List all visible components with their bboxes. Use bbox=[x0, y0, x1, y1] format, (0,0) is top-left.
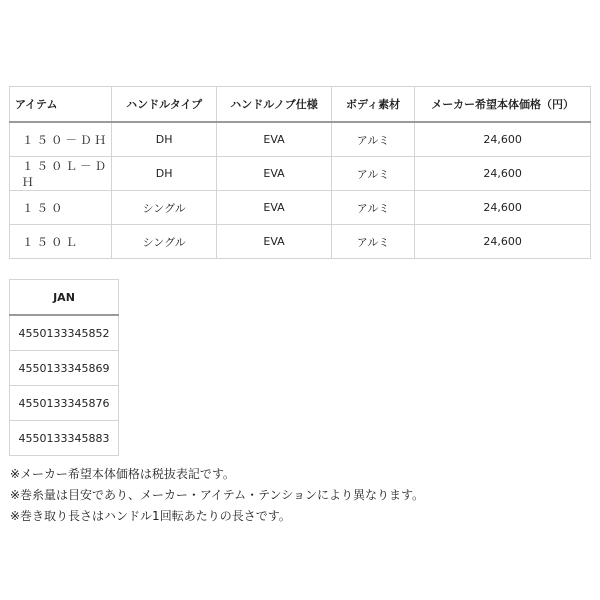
cell-body-material: アルミ bbox=[331, 157, 414, 191]
table-row bbox=[10, 421, 119, 456]
header-handle-knob: ハンドルノブ仕様 bbox=[217, 87, 332, 123]
cell-jan-code: 4550133345869 bbox=[10, 351, 119, 386]
cell-item: １５０Ｌ－ＤＨ bbox=[10, 157, 112, 191]
cell-body-material: アルミ bbox=[331, 225, 414, 259]
cell-handle-type: DH bbox=[112, 122, 217, 157]
table-row bbox=[10, 351, 119, 386]
cell-jan-code: 4550133345883 bbox=[10, 421, 119, 456]
cell-price: 24,600 bbox=[415, 122, 591, 157]
spec-header-row bbox=[10, 87, 591, 123]
table-row bbox=[10, 122, 591, 157]
header-price: メーカー希望本体価格（円） bbox=[415, 87, 591, 123]
cell-body-material: アルミ bbox=[331, 191, 414, 225]
note-retrieve-length: ※巻き取り長さはハンドル1回転あたりの長さです。 bbox=[10, 509, 291, 523]
cell-price: 24,600 bbox=[415, 191, 591, 225]
cell-price: 24,600 bbox=[415, 225, 591, 259]
cell-handle-knob: EVA bbox=[217, 122, 332, 157]
cell-item: １５０ bbox=[10, 191, 112, 225]
header-jan: JAN bbox=[10, 280, 119, 316]
jan-table bbox=[9, 279, 119, 456]
spec-table bbox=[9, 86, 591, 259]
cell-jan-code: 4550133345852 bbox=[10, 315, 119, 351]
jan-header-row bbox=[10, 280, 119, 316]
note-price: ※メーカー希望本体価格は税抜表記です。 bbox=[10, 467, 235, 481]
cell-handle-knob: EVA bbox=[217, 191, 332, 225]
table-row bbox=[10, 315, 119, 351]
cell-handle-type: シングル bbox=[112, 191, 217, 225]
table-row bbox=[10, 225, 591, 259]
cell-price: 24,600 bbox=[415, 157, 591, 191]
cell-item: １５０－ＤＨ bbox=[10, 122, 112, 157]
cell-item: １５０Ｌ bbox=[10, 225, 112, 259]
table-row bbox=[10, 386, 119, 421]
cell-handle-type: DH bbox=[112, 157, 217, 191]
table-row bbox=[10, 157, 591, 191]
cell-handle-knob: EVA bbox=[217, 225, 332, 259]
cell-handle-knob: EVA bbox=[217, 157, 332, 191]
note-line-capacity: ※巻糸量は目安であり、メーカー・アイテム・テンションにより異なります。 bbox=[10, 488, 425, 502]
table-row bbox=[10, 191, 591, 225]
notes bbox=[10, 464, 424, 527]
cell-handle-type: シングル bbox=[112, 225, 217, 259]
header-body-material: ボディ素材 bbox=[331, 87, 414, 123]
cell-body-material: アルミ bbox=[331, 122, 414, 157]
cell-jan-code: 4550133345876 bbox=[10, 386, 119, 421]
header-item: アイテム bbox=[10, 87, 112, 123]
header-handle-type: ハンドルタイプ bbox=[112, 87, 217, 123]
